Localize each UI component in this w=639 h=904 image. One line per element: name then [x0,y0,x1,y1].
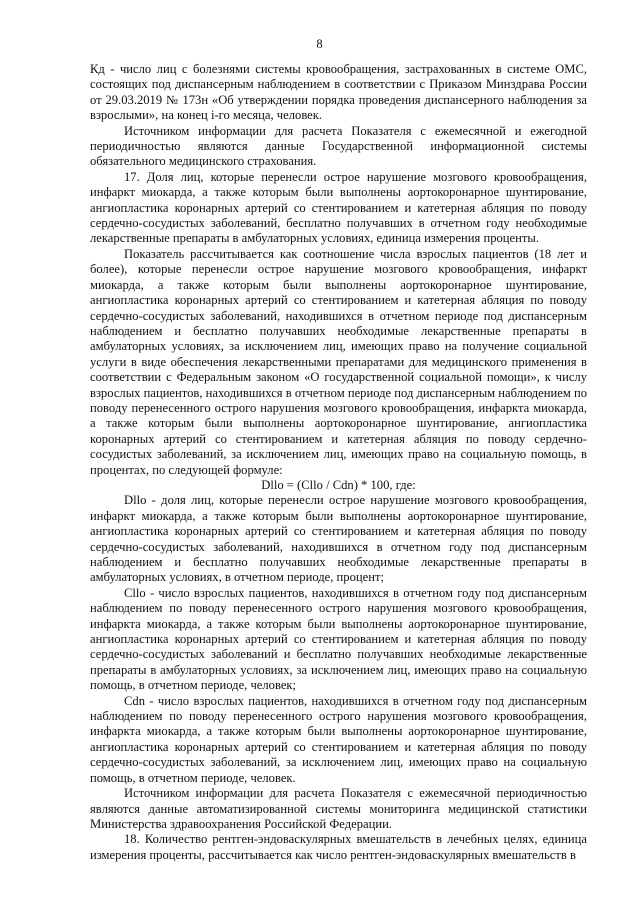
paragraph-cdn-definition: Cdn - число взрослых пациентов, находившихся в отчетном году под диспансерным наблюдением по поводу перенесенного острого нарушения мозгового кровообращения, инфаркта миокарда, а также которым были выполнены аортокоронарное шунтирование, ангиопластика коронарных артерий со стентированием и катетерная абляция по поводу сердечно-сосудистых заболеваний, за исключением лиц, имеющих право на социальную помощь, в отчетном периоде, человек. [90,693,587,785]
paragraph-dllo-definition: Dllo - доля лиц, которые перенесли острое нарушение мозгового кровообращения, инфаркт миокарда, а также которым были выполнены аортокоронарное шунтирование, ангиопластика коронарных артерий со стентированием и катетерная абляция по поводу сердечно-сосудистых заболеваний, находившихся в отчетном году под диспансерным наблюдением и бесплатно получавших необходимые лекарственные препараты в амбулаторных условиях, в отчетном периоде, процент; [90,493,587,585]
formula-dllo: Dllo = (Cllo / Cdn) * 100, где: [261,477,416,492]
paragraph-source-gis-oms: Источником информации для расчета Показателя с ежемесячной и ежегодной периодичностью являются данные Государственной информационной системы обязательного медицинского страхования. [90,123,587,169]
paragraph-item-17: 17. Доля лиц, которые перенесли острое нарушение мозгового кровообращения, инфаркт миокарда, а также которым были выполнены аортокоронарное шунтирование, ангиопластика коронарных артерий со стентированием и катетерная абляция по поводу сердечно-сосудистых заболеваний, бесплатно получавших в отчетном году необходимые лекарственные препараты в амбулаторных условиях, единица измерения проценты. [90,169,587,246]
document-body [90,62,587,863]
paragraph-source-monitoring: Источником информации для расчета Показателя с ежемесячной периодичностью являются данные автоматизированной системы мониторинга медицинской статистики Министерства здравоохранения Российской Федерации. [90,786,587,831]
page-number: 8 [316,37,323,51]
paragraph-kd-definition: Кд - число лиц с болезнями системы кровообращения, застрахованных в системе ОМС, состоящих под диспансерным наблюдением в соответствии с Приказом Минздрава России от 29.03.2019 № 173н «Об утверждении порядка проведения диспансерного наблюдения за взрослыми», на конец i-го месяца, человек. [90,62,587,123]
paragraph-cllo-definition: Cllo - число взрослых пациентов, находившихся в отчетном году под диспансерным наблюдением по поводу перенесенного острого нарушения мозгового кровообращения, инфаркта миокарда, а также которым были выполнены аортокоронарное шунтирование, ангиопластика коронарных артерий со стентированием и катетерная абляция по поводу сердечно-сосудистых заболеваний и бесплатно получавших необходимые лекарственные препараты в амбулаторных условиях, за исключением лиц, имеющих право на социальную помощь, в отчетном периоде, человек; [90,585,587,693]
paragraph-item-18: 18. Количество рентген-эндоваскулярных вмешательств в лечебных целях, единица измерения проценты, рассчитывается как число рентген-эндоваскулярных вмешательств в [90,832,587,862]
paragraph-calculation: Показатель рассчитывается как соотношение числа взрослых пациентов (18 лет и более), которые перенесли острое нарушение мозгового кровообращения, инфаркт миокарда, а также которым были выполнены аортокоронарное шунтирование, ангиопластика коронарных артерий со стентированием и катетерная абляция по поводу сердечно-сосудистых заболеваний, находившихся в отчетном периоде под диспансерным наблюдением и бесплатно получавших необходимые лекарственные препараты в амбулаторных условиях, за исключением лиц, имеющих право на получение социальной услуги в виде обеспечения лекарственными препаратами для медицинского применения в соответствии с Федеральным законом «О государственной социальной помощи», к числу взрослых пациентов, находившихся в отчетном периоде под диспансерным наблюдением по поводу перенесенного острого нарушения мозгового кровообращения, инфаркта миокарда, а также которым были выполнены аортокоронарное шунтирование, ангиопластика коронарных артерий со стентированием и катетерная абляция по поводу сердечно-сосудистых заболеваний, за исключением лиц, имеющих право на социальную помощь, в процентах, по следующей формуле: [90,246,587,477]
